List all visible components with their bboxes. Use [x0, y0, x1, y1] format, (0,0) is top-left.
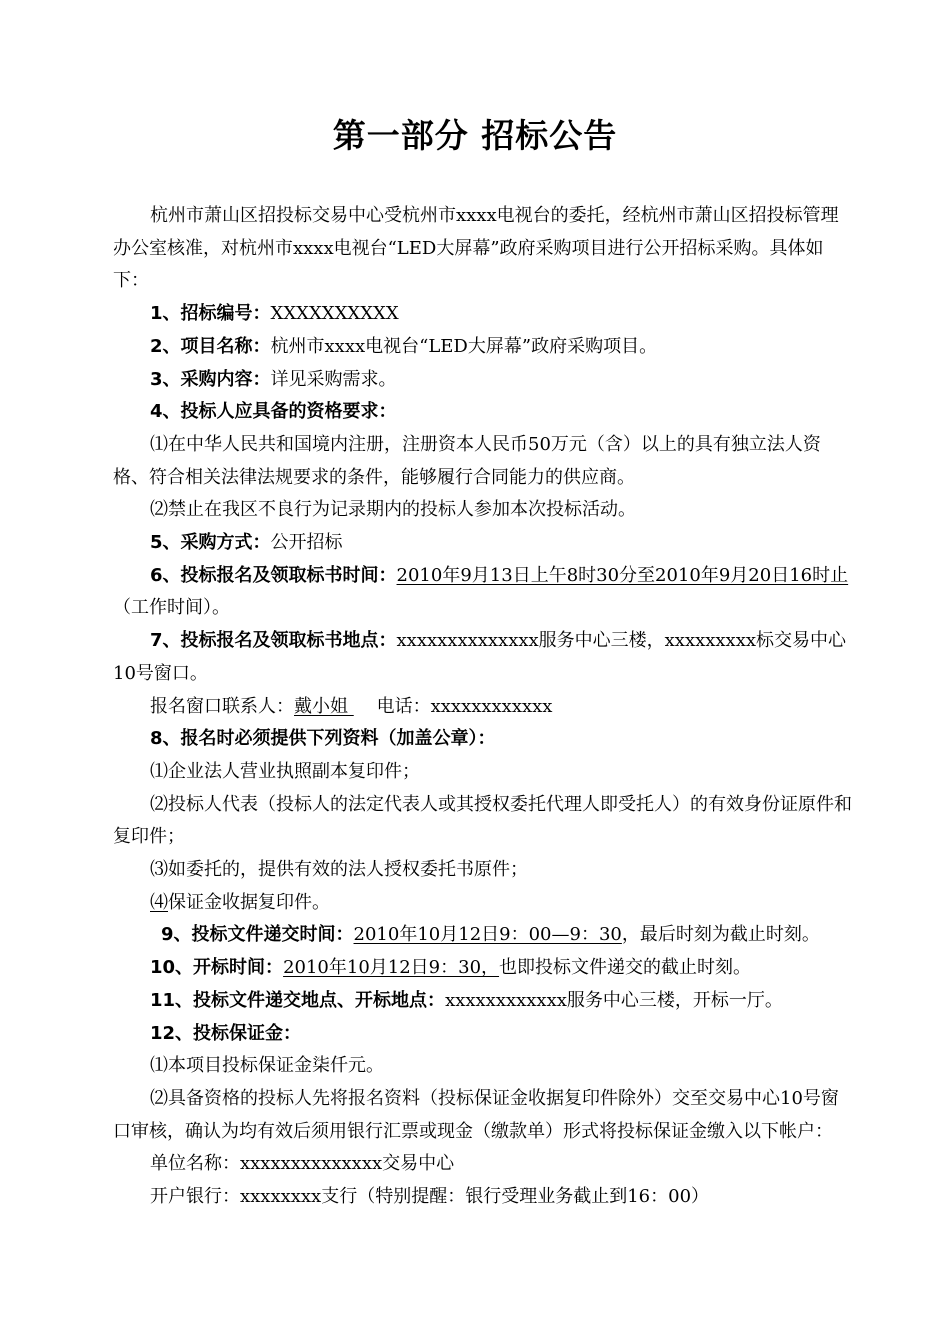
page-title: 第一部分 招标公告	[332, 116, 618, 155]
item-value: xxxxxxxxxxxx服务中心三楼，开标一厅。	[445, 989, 783, 1011]
item-value: 详见采购需求。	[270, 368, 397, 390]
contact-name: 戴小姐	[294, 695, 354, 717]
document-4-mark: ⑷	[150, 891, 168, 913]
qualification-2: ⑵禁止在我区不良行为记录期内的投标人参加本次投标活动。	[150, 499, 636, 521]
item-submission-place	[113, 985, 853, 1018]
item-procurement-method	[113, 527, 853, 560]
item-opening-time	[113, 952, 853, 985]
item-label: 11、投标文件递交地点、开标地点：	[150, 989, 446, 1011]
item-project-name	[113, 331, 853, 364]
item-note: 也即投标文件递交的截止时刻。	[499, 957, 752, 979]
item-value: 2010年10月12日9：00—9：30	[353, 924, 622, 946]
bond-2: ⑵具备资格的投标人先将报名资料（投标保证金收据复印件除外）交至交易中心10号窗口审核，确认为均有效后须用银行汇票或现金（缴款单）形式将投标保证金缴入以下帐户：	[113, 1087, 839, 1142]
item-value: 公开招标	[270, 532, 343, 554]
contact-line	[113, 691, 853, 724]
item-label: 7、投标报名及领取标书地点：	[150, 630, 397, 652]
bond-unit-name: 单位名称：xxxxxxxxxxxxxx交易中心	[150, 1153, 455, 1175]
document-1: ⑴企业法人营业执照副本复印件；	[150, 760, 420, 782]
document-4	[113, 887, 853, 920]
item-value: xxxxxxxxxxxxxx服务中心三楼，xxxxxxxxx标交易中心10号窗口。	[113, 630, 847, 684]
item-label: 9、投标文件递交时间：	[161, 924, 354, 946]
item-note: ，最后时刻为截止时刻。	[621, 924, 820, 946]
item-tender-number	[113, 298, 853, 331]
item-qualifications: 4、投标人应具备的资格要求：	[150, 401, 397, 423]
item-registration-place	[113, 625, 853, 690]
item-value: 2010年9月13日上午8时30分至2010年9月20日16时止	[396, 564, 849, 586]
document-3: ⑶如委托的，提供有效的法人授权委托书原件；	[150, 859, 528, 881]
bond-bank: 开户银行：xxxxxxxx支行（特别提醒：银行受理业务截止到16：00）	[150, 1186, 710, 1208]
item-required-documents: 8、报名时必须提供下列资料（加盖公章）：	[150, 728, 496, 750]
item-label: 5、采购方式：	[150, 532, 271, 554]
intro-paragraph: 杭州市萧山区招投标交易中心受杭州市xxxx电视台的委托，经杭州市萧山区招投标管理办公室核准，对杭州市xxxx电视台“LED大屏幕”政府采购项目进行公开招标采购。具体如下：	[113, 205, 839, 292]
item-label: 2、项目名称：	[150, 335, 271, 357]
contact-label: 报名窗口联系人：	[150, 695, 294, 717]
item-submission-time	[113, 919, 853, 952]
item-value: XXXXXXXXXX	[270, 303, 399, 325]
bond-1: ⑴本项目投标保证金柒仟元。	[150, 1055, 384, 1077]
item-value: 杭州市xxxx电视台“LED大屏幕”政府采购项目。	[270, 335, 658, 357]
item-note: （工作时间）。	[113, 597, 230, 619]
item-label: 1、招标编号：	[150, 303, 271, 325]
item-procurement-content	[113, 364, 853, 397]
phone-label: 电话：	[376, 695, 431, 717]
item-registration-time	[113, 560, 853, 625]
document-body	[113, 200, 853, 1214]
document-4-text: 保证金收据复印件。	[168, 891, 330, 913]
phone-value: xxxxxxxxxxxx	[430, 695, 553, 717]
item-bid-bond: 12、投标保证金：	[150, 1022, 302, 1044]
qualification-1: ⑴在中华人民共和国境内注册，注册资本人民币50万元（含）以上的具有独立法人资格、符合相关法律法规要求的条件，能够履行合同能力的供应商。	[113, 433, 821, 488]
item-label: 3、采购内容：	[150, 368, 271, 390]
item-label: 6、投标报名及领取标书时间：	[150, 564, 397, 586]
document-2: ⑵投标人代表（投标人的法定代表人或其授权委托代理人即受托人）的有效身份证原件和复印件；	[113, 793, 852, 848]
item-value: 2010年10月12日9：30，	[283, 957, 500, 979]
item-label: 10、开标时间：	[150, 957, 284, 979]
